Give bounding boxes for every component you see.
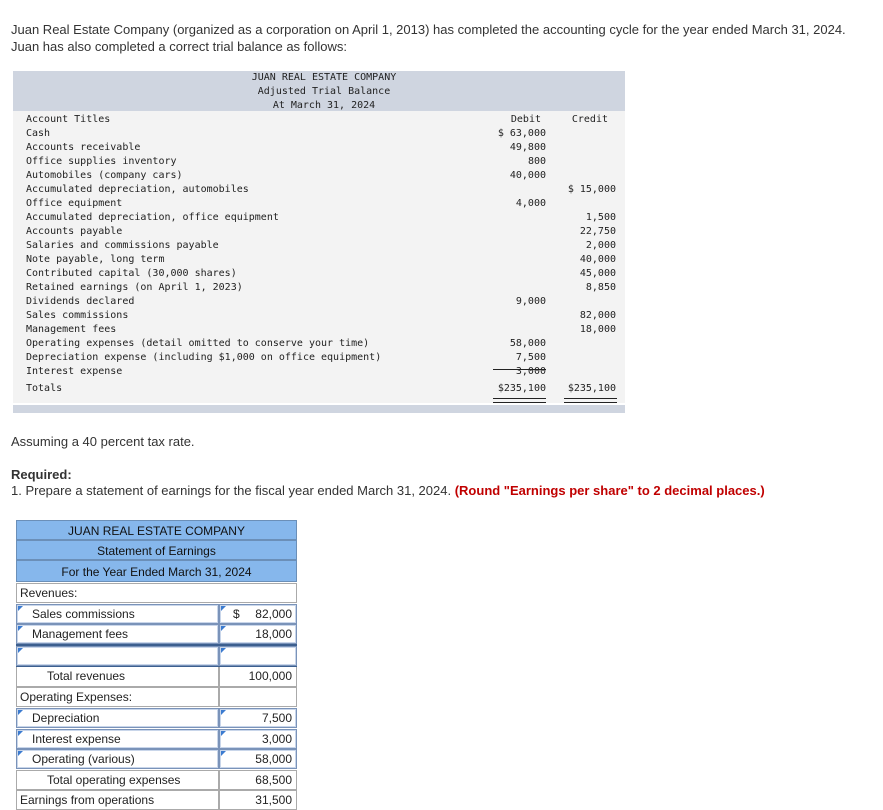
expense-2-label-input[interactable]: Interest expense xyxy=(16,729,219,749)
credit-double-underline xyxy=(564,398,617,403)
trial-balance-row xyxy=(26,170,616,183)
debit-amount: 58,000 xyxy=(509,338,546,349)
account-title: Accounts payable xyxy=(26,226,123,237)
account-title: Cash xyxy=(26,128,51,139)
account-title: Accumulated depreciation, automobiles xyxy=(26,184,249,195)
totals-label: Totals xyxy=(26,383,63,394)
revenue-3-label-input[interactable] xyxy=(16,646,219,666)
credit-amount: 82,000 xyxy=(579,310,616,321)
trial-balance-date: At March 31, 2024 xyxy=(272,100,376,111)
account-title: Automobiles (company cars) xyxy=(26,170,183,181)
trial-balance-row xyxy=(26,240,616,253)
expense-row-1 xyxy=(16,708,297,728)
expense-3-amount-input[interactable]: 58,000 xyxy=(219,749,297,769)
revenue-row-3 xyxy=(16,646,297,666)
trial-balance-row xyxy=(26,226,616,239)
debit-amount: 7,500 xyxy=(515,352,546,363)
expense-1-amount-input[interactable]: 7,500 xyxy=(219,708,297,728)
total-opex-row xyxy=(16,770,297,790)
trial-balance-row xyxy=(26,296,616,309)
trial-balance-table xyxy=(13,71,625,415)
account-title: Retained earnings (on April 1, 2023) xyxy=(26,282,243,293)
eoo-label: Earnings from operations xyxy=(20,793,155,807)
account-title: Dividends declared xyxy=(26,296,135,307)
debit-amount: 9,000 xyxy=(515,296,546,307)
expense-row-3 xyxy=(16,749,297,769)
account-title: Accounts receivable xyxy=(26,142,141,153)
total-revenues-row xyxy=(16,667,297,687)
expense-3-label-input[interactable]: Operating (various) xyxy=(16,749,219,769)
debit-double-underline xyxy=(493,398,546,403)
required-text: 1. Prepare a statement of earnings for the fiscal year ended March 31, 2024. xyxy=(11,483,452,498)
earnings-from-operations-row xyxy=(16,790,297,810)
debit-amount: 3,000 xyxy=(515,366,546,377)
credit-amount: $ 15,000 xyxy=(567,184,616,195)
credit-header: Credit xyxy=(571,114,608,125)
account-title: Operating expenses (detail omitted to conserve your time) xyxy=(26,338,370,349)
account-title: Accumulated depreciation, office equipment xyxy=(26,212,279,223)
credit-amount: 1,500 xyxy=(585,212,616,223)
statement-title: Statement of Earnings xyxy=(16,540,297,560)
opex-label: Operating Expenses: xyxy=(20,690,133,704)
credit-amount: 22,750 xyxy=(579,226,616,237)
trial-balance-row xyxy=(26,184,616,197)
revenue-3-amount-input[interactable] xyxy=(219,646,297,666)
trial-balance-row xyxy=(26,366,616,379)
trial-balance-row xyxy=(26,282,616,295)
expense-row-2 xyxy=(16,729,297,749)
expense-1-label-input[interactable]: Depreciation xyxy=(16,708,219,728)
total-debit: $235,100 xyxy=(497,383,546,394)
account-title: Interest expense xyxy=(26,366,123,377)
intro-paragraph: Juan Real Estate Company (organized as a corporation on April 1, 2013) has completed the accounting cycle for the year ended March 31, 2024. Juan has also completed a correct trial balance as follows: xyxy=(11,22,846,54)
trial-balance-row xyxy=(26,156,616,169)
total-revenues-amount: 100,000 xyxy=(248,669,292,683)
trial-balance-totals-row xyxy=(26,383,616,396)
trial-balance-row xyxy=(26,310,616,323)
trial-balance-row xyxy=(26,212,616,225)
account-title: Contributed capital (30,000 shares) xyxy=(26,268,237,279)
trial-balance-footer-bar xyxy=(13,405,625,413)
eoo-amount: 31,500 xyxy=(255,793,292,807)
trial-balance-column-headers xyxy=(26,114,616,127)
revenue-row-2 xyxy=(16,624,297,644)
account-title: Office equipment xyxy=(26,198,123,209)
tax-rate-assumption: Assuming a 40 percent tax rate. xyxy=(11,434,195,449)
trial-balance-row xyxy=(26,254,616,267)
statement-period: For the Year Ended March 31, 2024 xyxy=(16,560,297,582)
debit-amount: 49,800 xyxy=(509,142,546,153)
trial-balance-row xyxy=(26,338,616,351)
credit-amount: 40,000 xyxy=(579,254,616,265)
opex-row xyxy=(16,687,297,707)
account-titles-header: Account Titles xyxy=(26,114,111,125)
revenue-row-1 xyxy=(16,604,297,624)
account-title: Office supplies inventory xyxy=(26,156,177,167)
total-opex-label: Total operating expenses xyxy=(47,773,181,787)
revenues-row xyxy=(16,583,297,603)
credit-amount: 8,850 xyxy=(585,282,616,293)
total-revenues-label: Total revenues xyxy=(47,669,126,683)
trial-balance-company: JUAN REAL ESTATE COMPANY xyxy=(251,72,397,83)
trial-balance-row xyxy=(26,142,616,155)
account-title: Sales commissions xyxy=(26,310,129,321)
trial-balance-row xyxy=(26,352,616,365)
revenue-2-label-input[interactable]: Management fees xyxy=(16,624,219,644)
credit-amount: 45,000 xyxy=(579,268,616,279)
revenue-2-amount-input[interactable]: 18,000 xyxy=(219,624,297,644)
total-credit: $235,100 xyxy=(567,383,616,394)
trial-balance-row xyxy=(26,268,616,281)
required-section xyxy=(11,467,765,499)
statement-company: JUAN REAL ESTATE COMPANY xyxy=(16,520,297,540)
credit-amount: 2,000 xyxy=(585,240,616,251)
account-title: Management fees xyxy=(26,324,117,335)
trial-balance-row xyxy=(26,128,616,141)
debit-amount: 800 xyxy=(527,156,546,167)
revenue-1-label-input[interactable]: Sales commissions xyxy=(16,604,219,624)
debit-amount: 40,000 xyxy=(509,170,546,181)
expense-2-amount-input[interactable]: 3,000 xyxy=(219,729,297,749)
account-title: Note payable, long term xyxy=(26,254,165,265)
debit-amount: $ 63,000 xyxy=(497,128,546,139)
trial-balance-row xyxy=(26,324,616,337)
revenues-label: Revenues: xyxy=(20,586,78,600)
account-title: Salaries and commissions payable xyxy=(26,240,219,251)
trial-balance-row xyxy=(26,198,616,211)
revenue-1-amount-input[interactable]: $ 82,000 xyxy=(219,604,297,624)
statement-of-earnings xyxy=(16,520,298,808)
required-heading: Required: xyxy=(11,467,72,482)
account-title: Depreciation expense (including $1,000 on office equipment) xyxy=(26,352,382,363)
trial-balance-title: Adjusted Trial Balance xyxy=(257,86,391,97)
rounding-note: (Round "Earnings per share" to 2 decimal places.) xyxy=(454,483,765,498)
credit-amount: 18,000 xyxy=(579,324,616,335)
debit-amount: 4,000 xyxy=(515,198,546,209)
total-opex-amount: 68,500 xyxy=(255,773,292,787)
debit-header: Debit xyxy=(510,114,541,125)
